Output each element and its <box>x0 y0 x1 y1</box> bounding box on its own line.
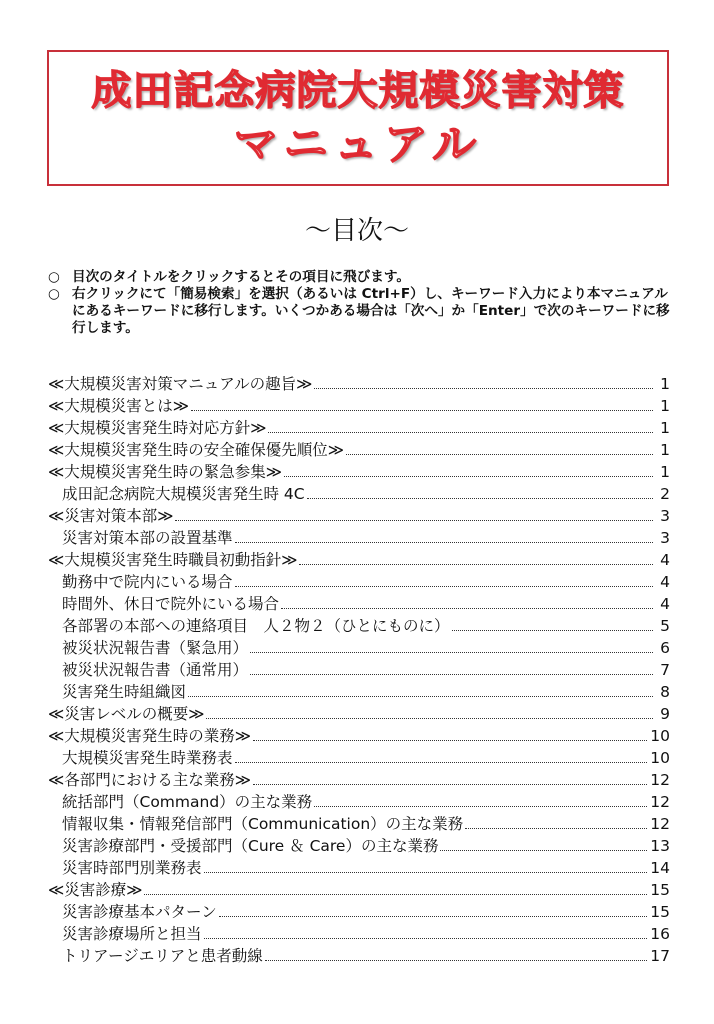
toc-page-number[interactable]: 12 <box>650 771 670 789</box>
dot-leader <box>250 652 653 653</box>
toc-subentry[interactable] <box>48 813 670 835</box>
dot-leader <box>219 916 648 917</box>
toc-page-number[interactable]: 16 <box>650 925 670 943</box>
dot-leader <box>191 410 653 411</box>
dot-leader <box>452 630 653 631</box>
document-title-line-1: 成田記念病院大規模災害対策 <box>91 68 625 114</box>
toc-entry-label[interactable]: 災害診療場所と担当 <box>62 925 202 943</box>
toc-entry-label[interactable]: ≪災害対策本部≫ <box>48 507 174 525</box>
toc-subentry[interactable] <box>48 659 670 681</box>
dot-leader <box>144 894 647 895</box>
toc-page-number[interactable]: 14 <box>650 859 670 877</box>
toc-entry-label[interactable]: 災害診療部門・受援部門（Cure ＆ Care）の主な業務 <box>62 837 439 855</box>
dot-leader <box>253 784 647 785</box>
toc-subentry[interactable] <box>48 571 670 593</box>
toc-entry-label[interactable]: ≪大規模災害発生時対応方針≫ <box>48 419 267 437</box>
toc-entry-label[interactable]: 災害対策本部の設置基準 <box>62 529 233 547</box>
toc-entry-label[interactable]: 災害時部門別業務表 <box>62 859 202 877</box>
dot-leader <box>314 388 653 389</box>
document-title-box <box>47 50 669 186</box>
toc-page-number[interactable]: 15 <box>650 903 670 921</box>
table-of-contents <box>48 373 670 967</box>
instructions <box>48 269 678 337</box>
toc-entry[interactable] <box>48 725 670 747</box>
toc-page-number[interactable]: 8 <box>660 683 670 701</box>
dot-leader <box>440 850 647 851</box>
dot-leader <box>307 498 653 499</box>
toc-entry[interactable] <box>48 373 670 395</box>
dot-leader <box>281 608 653 609</box>
toc-page-number[interactable]: 7 <box>660 661 670 679</box>
toc-entry[interactable] <box>48 461 670 483</box>
toc-entry-label[interactable]: ≪各部門における主な業務≫ <box>48 771 251 789</box>
toc-entry-label[interactable]: ≪大規模災害発生時の安全確保優先順位≫ <box>48 441 344 459</box>
toc-entry-label[interactable]: ≪災害レベルの概要≫ <box>48 705 205 723</box>
dot-leader <box>299 564 653 565</box>
toc-entry-label[interactable]: 被災状況報告書（緊急用） <box>62 639 249 657</box>
dot-leader <box>314 806 647 807</box>
toc-entry[interactable] <box>48 879 670 901</box>
dot-leader <box>346 454 653 455</box>
toc-page-number[interactable]: 4 <box>660 595 670 613</box>
toc-page-number[interactable]: 15 <box>650 881 670 899</box>
toc-entry-label[interactable]: 成田記念病院大規模災害発生時 4C <box>62 485 305 503</box>
dot-leader <box>175 520 653 521</box>
toc-subentry[interactable] <box>48 835 670 857</box>
toc-entry-label[interactable]: 各部署の本部への連絡項目 人２物２（ひとにものに） <box>62 617 450 635</box>
toc-page-number[interactable]: 6 <box>660 639 670 657</box>
toc-entry-label[interactable]: トリアージエリアと患者動線 <box>62 947 263 965</box>
toc-page-number[interactable]: 1 <box>660 463 670 481</box>
document-title-line-2: マニュアル <box>233 119 483 170</box>
toc-subentry[interactable] <box>48 791 670 813</box>
instruction-text: 右クリックにて「簡易検索」を選択（あるいは Ctrl+F）し、キーワード入力により本マニュアルにあるキーワードに移行します。いくつかある場合は「次へ」か「Enter」で次のキーワードに移行します。 <box>72 286 670 336</box>
dot-leader <box>235 586 653 587</box>
toc-page-number[interactable]: 4 <box>660 573 670 591</box>
toc-subentry[interactable] <box>48 483 670 505</box>
instruction-item <box>48 286 678 337</box>
dot-leader <box>235 542 653 543</box>
toc-entry-label[interactable]: 情報収集・情報発信部門（Communication）の主な業務 <box>62 815 464 833</box>
toc-subentry[interactable] <box>48 615 670 637</box>
instruction-item <box>48 269 678 286</box>
toc-entry-label[interactable]: ≪大規模災害とは≫ <box>48 397 189 415</box>
toc-subentry[interactable] <box>48 593 670 615</box>
toc-entry-label[interactable]: 大規模災害発生時業務表 <box>62 749 233 767</box>
toc-page-number[interactable]: 10 <box>650 727 670 745</box>
toc-entry-label[interactable]: ≪災害診療≫ <box>48 881 143 899</box>
toc-entry-label[interactable]: ≪大規模災害対策マニュアルの趣旨≫ <box>48 375 313 393</box>
toc-entry-label[interactable]: 被災状況報告書（通常用） <box>62 661 249 679</box>
toc-entry-label[interactable]: 統括部門（Command）の主な業務 <box>62 793 313 811</box>
toc-subentry[interactable] <box>48 527 670 549</box>
toc-entry[interactable] <box>48 395 670 417</box>
toc-page-number[interactable]: 3 <box>660 507 670 525</box>
toc-entry[interactable] <box>48 439 670 461</box>
toc-page-number[interactable]: 10 <box>650 749 670 767</box>
dot-leader <box>204 938 648 939</box>
dot-leader <box>204 872 648 873</box>
toc-page-number[interactable]: 4 <box>660 551 670 569</box>
toc-subentry[interactable] <box>48 857 670 879</box>
toc-subentry[interactable] <box>48 901 670 923</box>
toc-entry[interactable] <box>48 769 670 791</box>
toc-subentry[interactable] <box>48 637 670 659</box>
toc-entry-label[interactable]: ≪大規模災害発生時の緊急参集≫ <box>48 463 282 481</box>
toc-subentry[interactable] <box>48 747 670 769</box>
toc-entry[interactable] <box>48 549 670 571</box>
dot-leader <box>268 432 653 433</box>
toc-page-number[interactable]: 9 <box>660 705 670 723</box>
toc-page-number[interactable]: 3 <box>660 529 670 547</box>
toc-page-number[interactable]: 1 <box>660 397 670 415</box>
circle-bullet-icon: ○ <box>48 269 60 285</box>
toc-heading: 〜目次〜 <box>304 216 409 246</box>
toc-page-number[interactable]: 1 <box>660 441 670 459</box>
toc-entry-label[interactable]: 勤務中で院内にいる場合 <box>62 573 233 591</box>
toc-entry-label[interactable]: ≪大規模災害発生時職員初動指針≫ <box>48 551 298 569</box>
instruction-text: 目次のタイトルをクリックするとその項目に飛びます。 <box>72 269 410 285</box>
dot-leader <box>465 828 647 829</box>
toc-entry[interactable] <box>48 505 670 527</box>
toc-subentry[interactable] <box>48 681 670 703</box>
dot-leader <box>265 960 648 961</box>
toc-entry-label[interactable]: 時間外、休日で院外にいる場合 <box>62 595 280 613</box>
toc-entry-label[interactable]: 災害診療基本パターン <box>62 903 217 921</box>
toc-page-number[interactable]: 12 <box>650 815 670 833</box>
dot-leader <box>284 476 653 477</box>
toc-entry[interactable] <box>48 703 670 725</box>
dot-leader <box>206 718 653 719</box>
circle-bullet-icon: ○ <box>48 286 60 302</box>
toc-page-number[interactable]: 17 <box>650 947 670 965</box>
toc-subentry[interactable] <box>48 945 670 967</box>
dot-leader <box>253 740 647 741</box>
toc-entry-label[interactable]: ≪大規模災害発生時の業務≫ <box>48 727 251 745</box>
toc-entry-label[interactable]: 災害発生時組織図 <box>62 683 187 701</box>
toc-page-number[interactable]: 1 <box>660 419 670 437</box>
toc-subentry[interactable] <box>48 923 670 945</box>
toc-page-number[interactable]: 13 <box>650 837 670 855</box>
toc-page-number[interactable]: 5 <box>660 617 670 635</box>
toc-page-number[interactable]: 2 <box>660 485 670 503</box>
toc-page-number[interactable]: 1 <box>660 375 670 393</box>
toc-page-number[interactable]: 12 <box>650 793 670 811</box>
dot-leader <box>250 674 653 675</box>
dot-leader <box>188 696 653 697</box>
dot-leader <box>235 762 648 763</box>
toc-entry[interactable] <box>48 417 670 439</box>
